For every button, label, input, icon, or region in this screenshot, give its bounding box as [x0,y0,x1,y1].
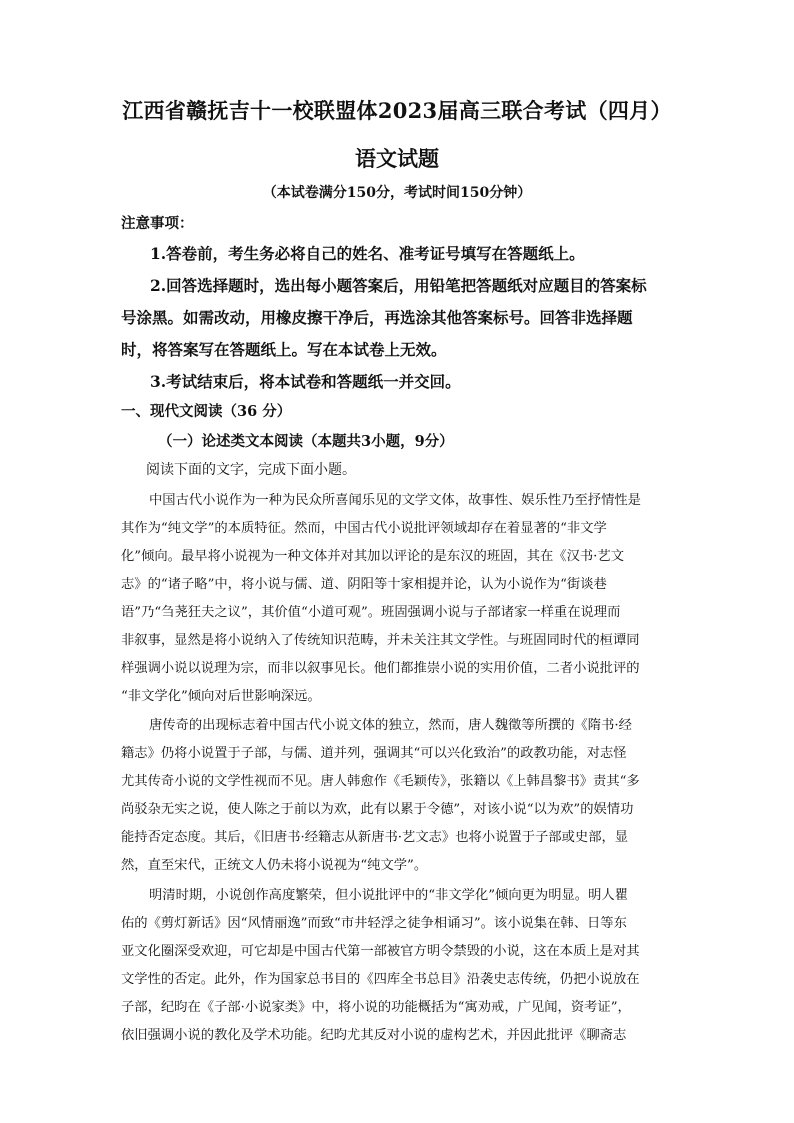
passage-line: 文学性的否定。此外，作为国家总书目的《四库全书总目》沿袭史志传统，仍把小说放在 [121,972,640,987]
passage-line: 化”倾向。最早将小说视为一种文体并对其加以评论的是东汉的班固，其在《汉书·艺文 [121,549,625,564]
instruction-line: 3.考试结束后，将本试卷和答题纸一并交回。 [150,372,461,391]
passage-line: 志》的“诸子略”中，将小说与儒、道、阴阳等十家相提并论，认为小说作为“街谈巷 [121,577,607,592]
instruction-line: 2.回答选择题时，选出每小题答案后，用铅笔把答题纸对应题目的答案标 [150,276,647,295]
notice-heading: 注意事项： [121,215,194,232]
passage-line: 籍志》仍将小说置于子部，与儒、道并列，强调其“可以兴化致治”的政教功能，对志怪 [121,746,627,761]
passage-line: 非叙事，显然是将小说纳入了传统知识范畴，并未关注其文学性。与班固同时代的桓谭同 [121,633,640,648]
instruction-line: 时，将答案写在答题纸上。写在本试卷上无效。 [121,340,447,359]
passage-line: 依旧强调小说的教化及学术功能。纪昀尤其反对小说的虚构艺术，并因此批评《聊斋志 [121,1028,627,1043]
section-heading: 一、现代文阅读（36 分） [121,403,292,420]
passage-line: 佑的《剪灯新话》因“风情丽逸”而致“市井轻浮之徒争相诵习”。该小说集在韩、日等东 [121,916,627,931]
passage-line: 然，直至宋代，正统文人仍未将小说视为“纯文学”。 [121,858,428,873]
passage-line: 中国古代小说作为一种为民众所喜闻乐见的文学文体，故事性、娱乐性乃至抒情性是 [149,493,641,508]
passage-line: 其作为“纯文学”的本质特征。然而，中国古代小说批评领域却存在着显著的“非文学 [121,521,607,536]
exam-note: （本试卷满分150分，考试时间150分钟） [262,185,532,201]
passage-line: 能持否定态度。其后，《旧唐书·经籍志从新唐书·艺文志》也将小说置于子部或史部，显 [121,830,629,845]
exam-title: 江西省赣抚吉十一校联盟体2023届高三联合考试（四月） [122,98,672,123]
instruction-line: 号涂黑。如需改动，用橡皮擦干净后，再选涂其他答案标号。回答非选择题 [121,308,633,327]
passage-line: 尚驳杂无实之说，使人陈之于前以为欢，此有以累于令德”，对该小说“以为欢”的娱情功 [121,802,634,817]
passage-line: 尤其传奇小说的文学性视而不见。唐人韩愈作《毛颖传》，张籍以《上韩昌黎书》责其“多 [121,774,640,789]
passage-line: 明清时期，小说创作高度繁荣，但小说批评中的“非文学化”倾向更为明显。明人瞿 [149,888,628,903]
reading-intro: 阅读下面的文字，完成下面小题。 [146,462,356,478]
passage-line: “非文学化”倾向对后世影响深远。 [121,689,321,704]
passage-line: 唐传奇的出现标志着中国古代小说文体的独立，然而，唐人魏徵等所撰的《隋书·经 [149,718,632,733]
passage-line: 语”乃“刍荛狂夫之议”，其价值“小道可观”。班固强调小说与子部诸家一样重在说理而 [121,605,621,620]
passage-line: 样强调小说以说理为宗，而非以叙事见长。他们都推崇小说的实用价值，二者小说批评的 [121,661,640,676]
passage-line: 子部，纪昀在《子部·小说家类》中，将小说的功能概括为“寓劝戒，广见闻，资考证”， [121,1000,631,1015]
subsection-heading: （一）论述类文本阅读（本题共3小题，9分） [158,433,454,450]
instruction-line: 1.答卷前，考生务必将自己的姓名、准考证号填写在答题纸上。 [150,244,585,263]
passage-line: 亚文化圈深受欢迎，可它却是中国古代第一部被官方明令禁毁的小说，这在本质上是对其 [121,944,640,959]
exam-subtitle: 语文试题 [355,146,439,171]
